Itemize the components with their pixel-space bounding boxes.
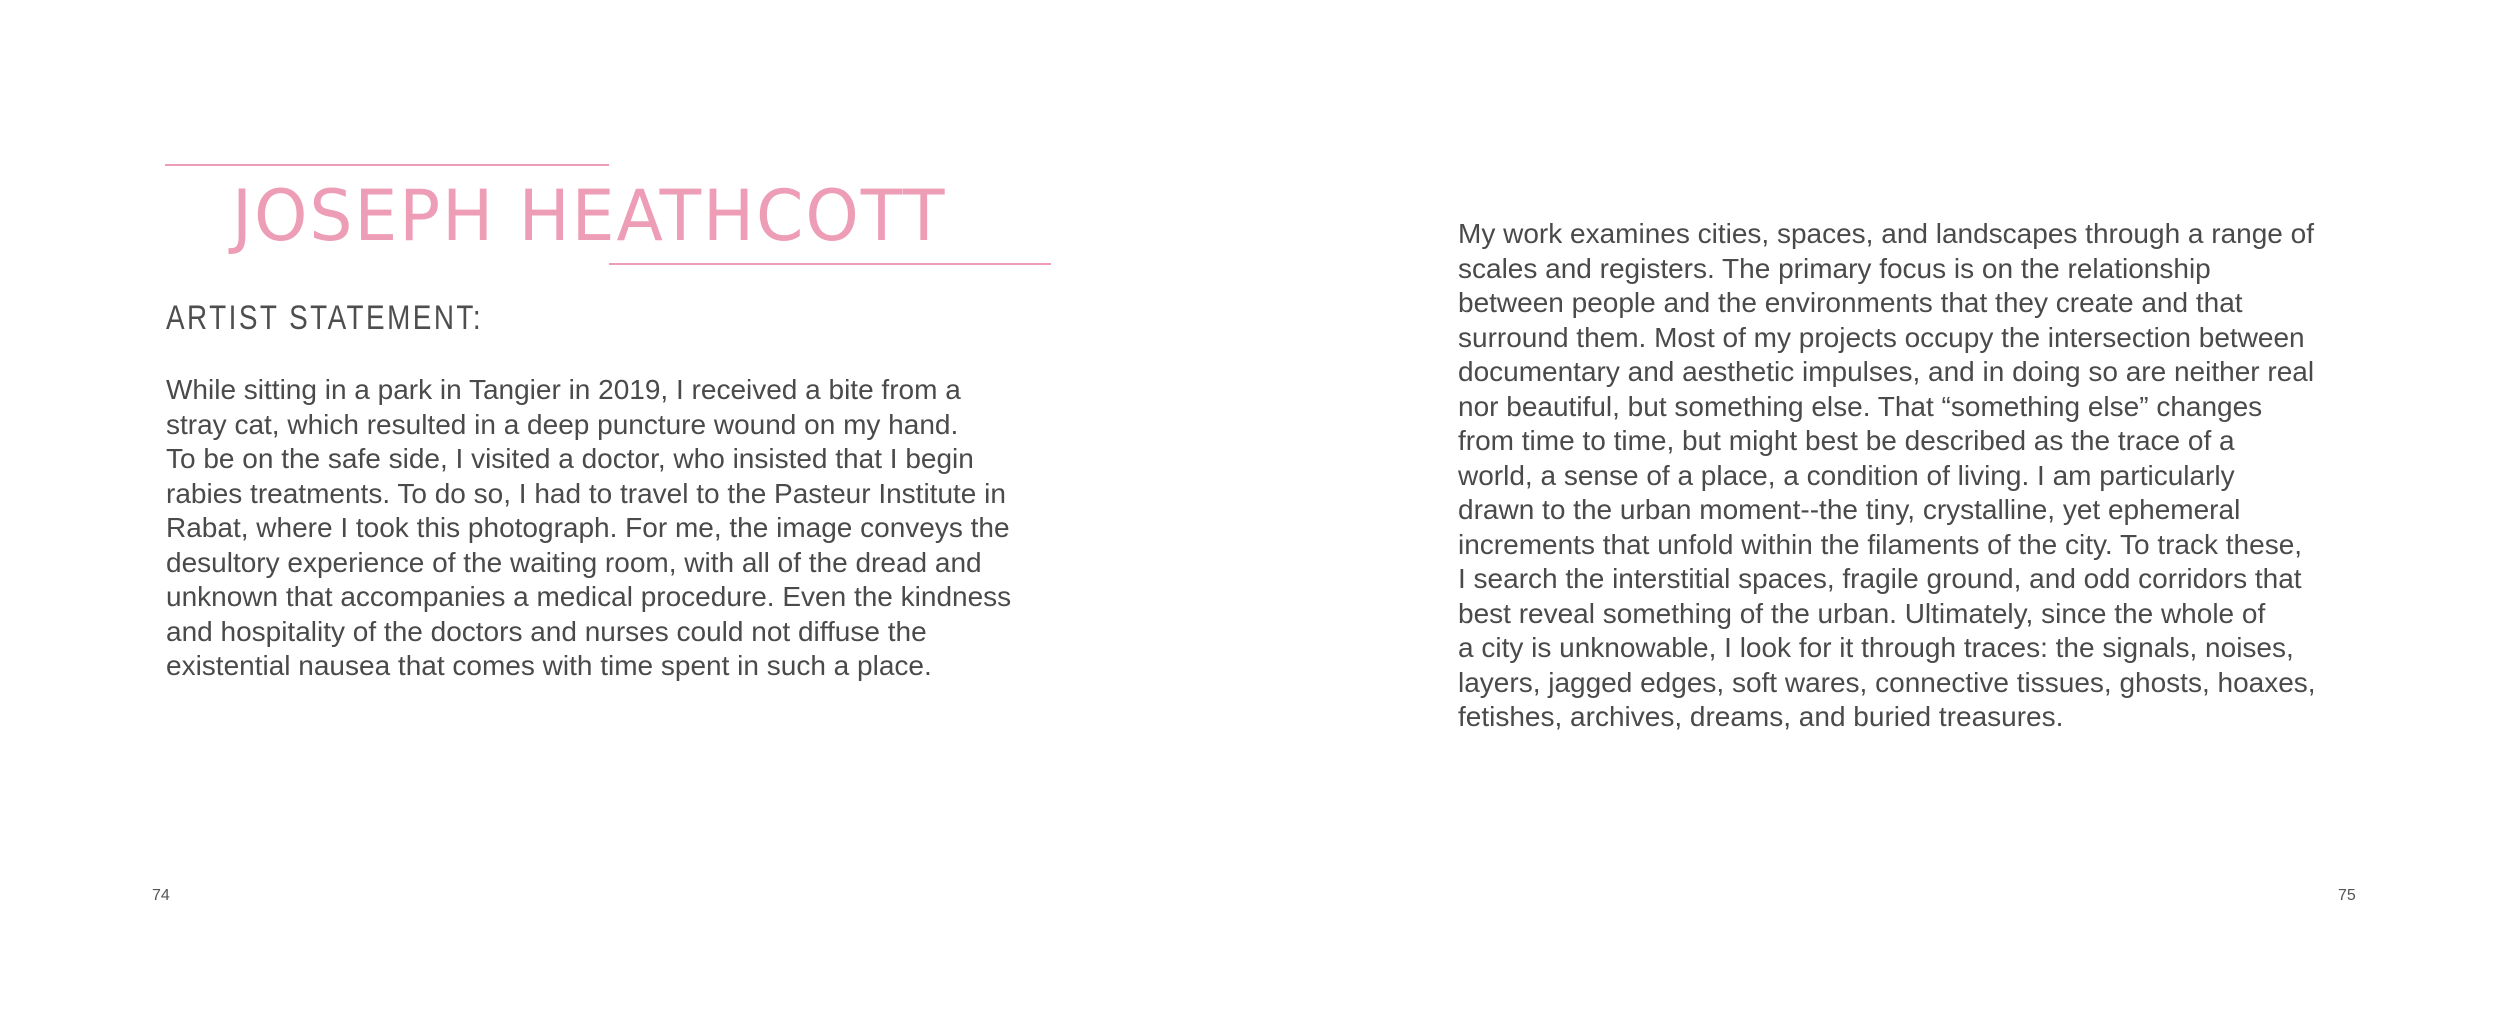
paragraph-line: desultory experience of the waiting room, with all of the dread and (166, 546, 982, 578)
paragraph-line: best reveal something of the urban. Ultimately, since the whole of (1458, 597, 2266, 629)
paragraph-line: nor beautiful, but something else. That “something else” changes (1458, 390, 2263, 422)
paragraph-line: scales and registers. The primary focus is on the relationship (1458, 252, 2211, 284)
page-number-right: 75 (2338, 887, 2356, 904)
paragraph-line: increments that unfold within the filaments of the city. To track these, (1458, 528, 2303, 560)
work-description-paragraph (1458, 217, 2358, 735)
paragraph-line: To be on the safe side, I visited a doctor, who insisted that I begin (166, 443, 974, 474)
paragraph-line: from time to time, but might best be described as the trace of a (1458, 425, 2235, 456)
paragraph-line: layers, jagged edges, soft wares, connective tissues, ghosts, hoaxes, (1458, 666, 2316, 698)
paragraph-line: While sitting in a park in Tangier in 2019, I received a bite from a (166, 374, 961, 405)
artist-statement-heading: ARTIST STATEMENT: (166, 299, 484, 337)
paragraph-line: stray cat, which resulted in a deep puncture wound on my hand. (166, 408, 959, 440)
title-rule-top (165, 164, 609, 166)
paragraph-line: drawn to the urban moment--the tiny, crystalline, yet ephemeral (1458, 494, 2241, 525)
page-number-left: 74 (152, 887, 170, 904)
paragraph-line: I search the interstitial spaces, fragile ground, and odd corridors that (1458, 563, 2302, 594)
paragraph-line: world, a sense of a place, a condition of living. I am particularly (1458, 459, 2235, 491)
paragraph-line: rabies treatments. To do so, I had to travel to the Pasteur Institute in (166, 477, 1006, 509)
title-rule-bottom (609, 263, 1051, 265)
paragraph-line: unknown that accompanies a medical procedure. Even the kindness (166, 581, 1012, 612)
paragraph-line: surround them. Most of my projects occupy the intersection between (1458, 321, 2305, 353)
statement-paragraph (166, 373, 1066, 684)
paragraph-line: Rabat, where I took this photograph. For me, the image conveys the (166, 512, 1010, 543)
paragraph-line: existential nausea that comes with time spent in such a place. (166, 650, 932, 681)
paragraph-line: between people and the environments that they create and that (1458, 287, 2243, 318)
paragraph-line: a city is unknowable, I look for it through traces: the signals, noises, (1458, 632, 2294, 663)
paragraph-line: fetishes, archives, dreams, and buried treasures. (1458, 701, 2064, 732)
paragraph-line: My work examines cities, spaces, and landscapes through a range of (1458, 218, 2315, 249)
paragraph-line: documentary and aesthetic impulses, and in doing so are neither real (1458, 356, 2315, 387)
paragraph-line: and hospitality of the doctors and nurses could not diffuse the (166, 615, 927, 647)
artist-name: JOSEPH HEATHCOTT (232, 175, 947, 257)
